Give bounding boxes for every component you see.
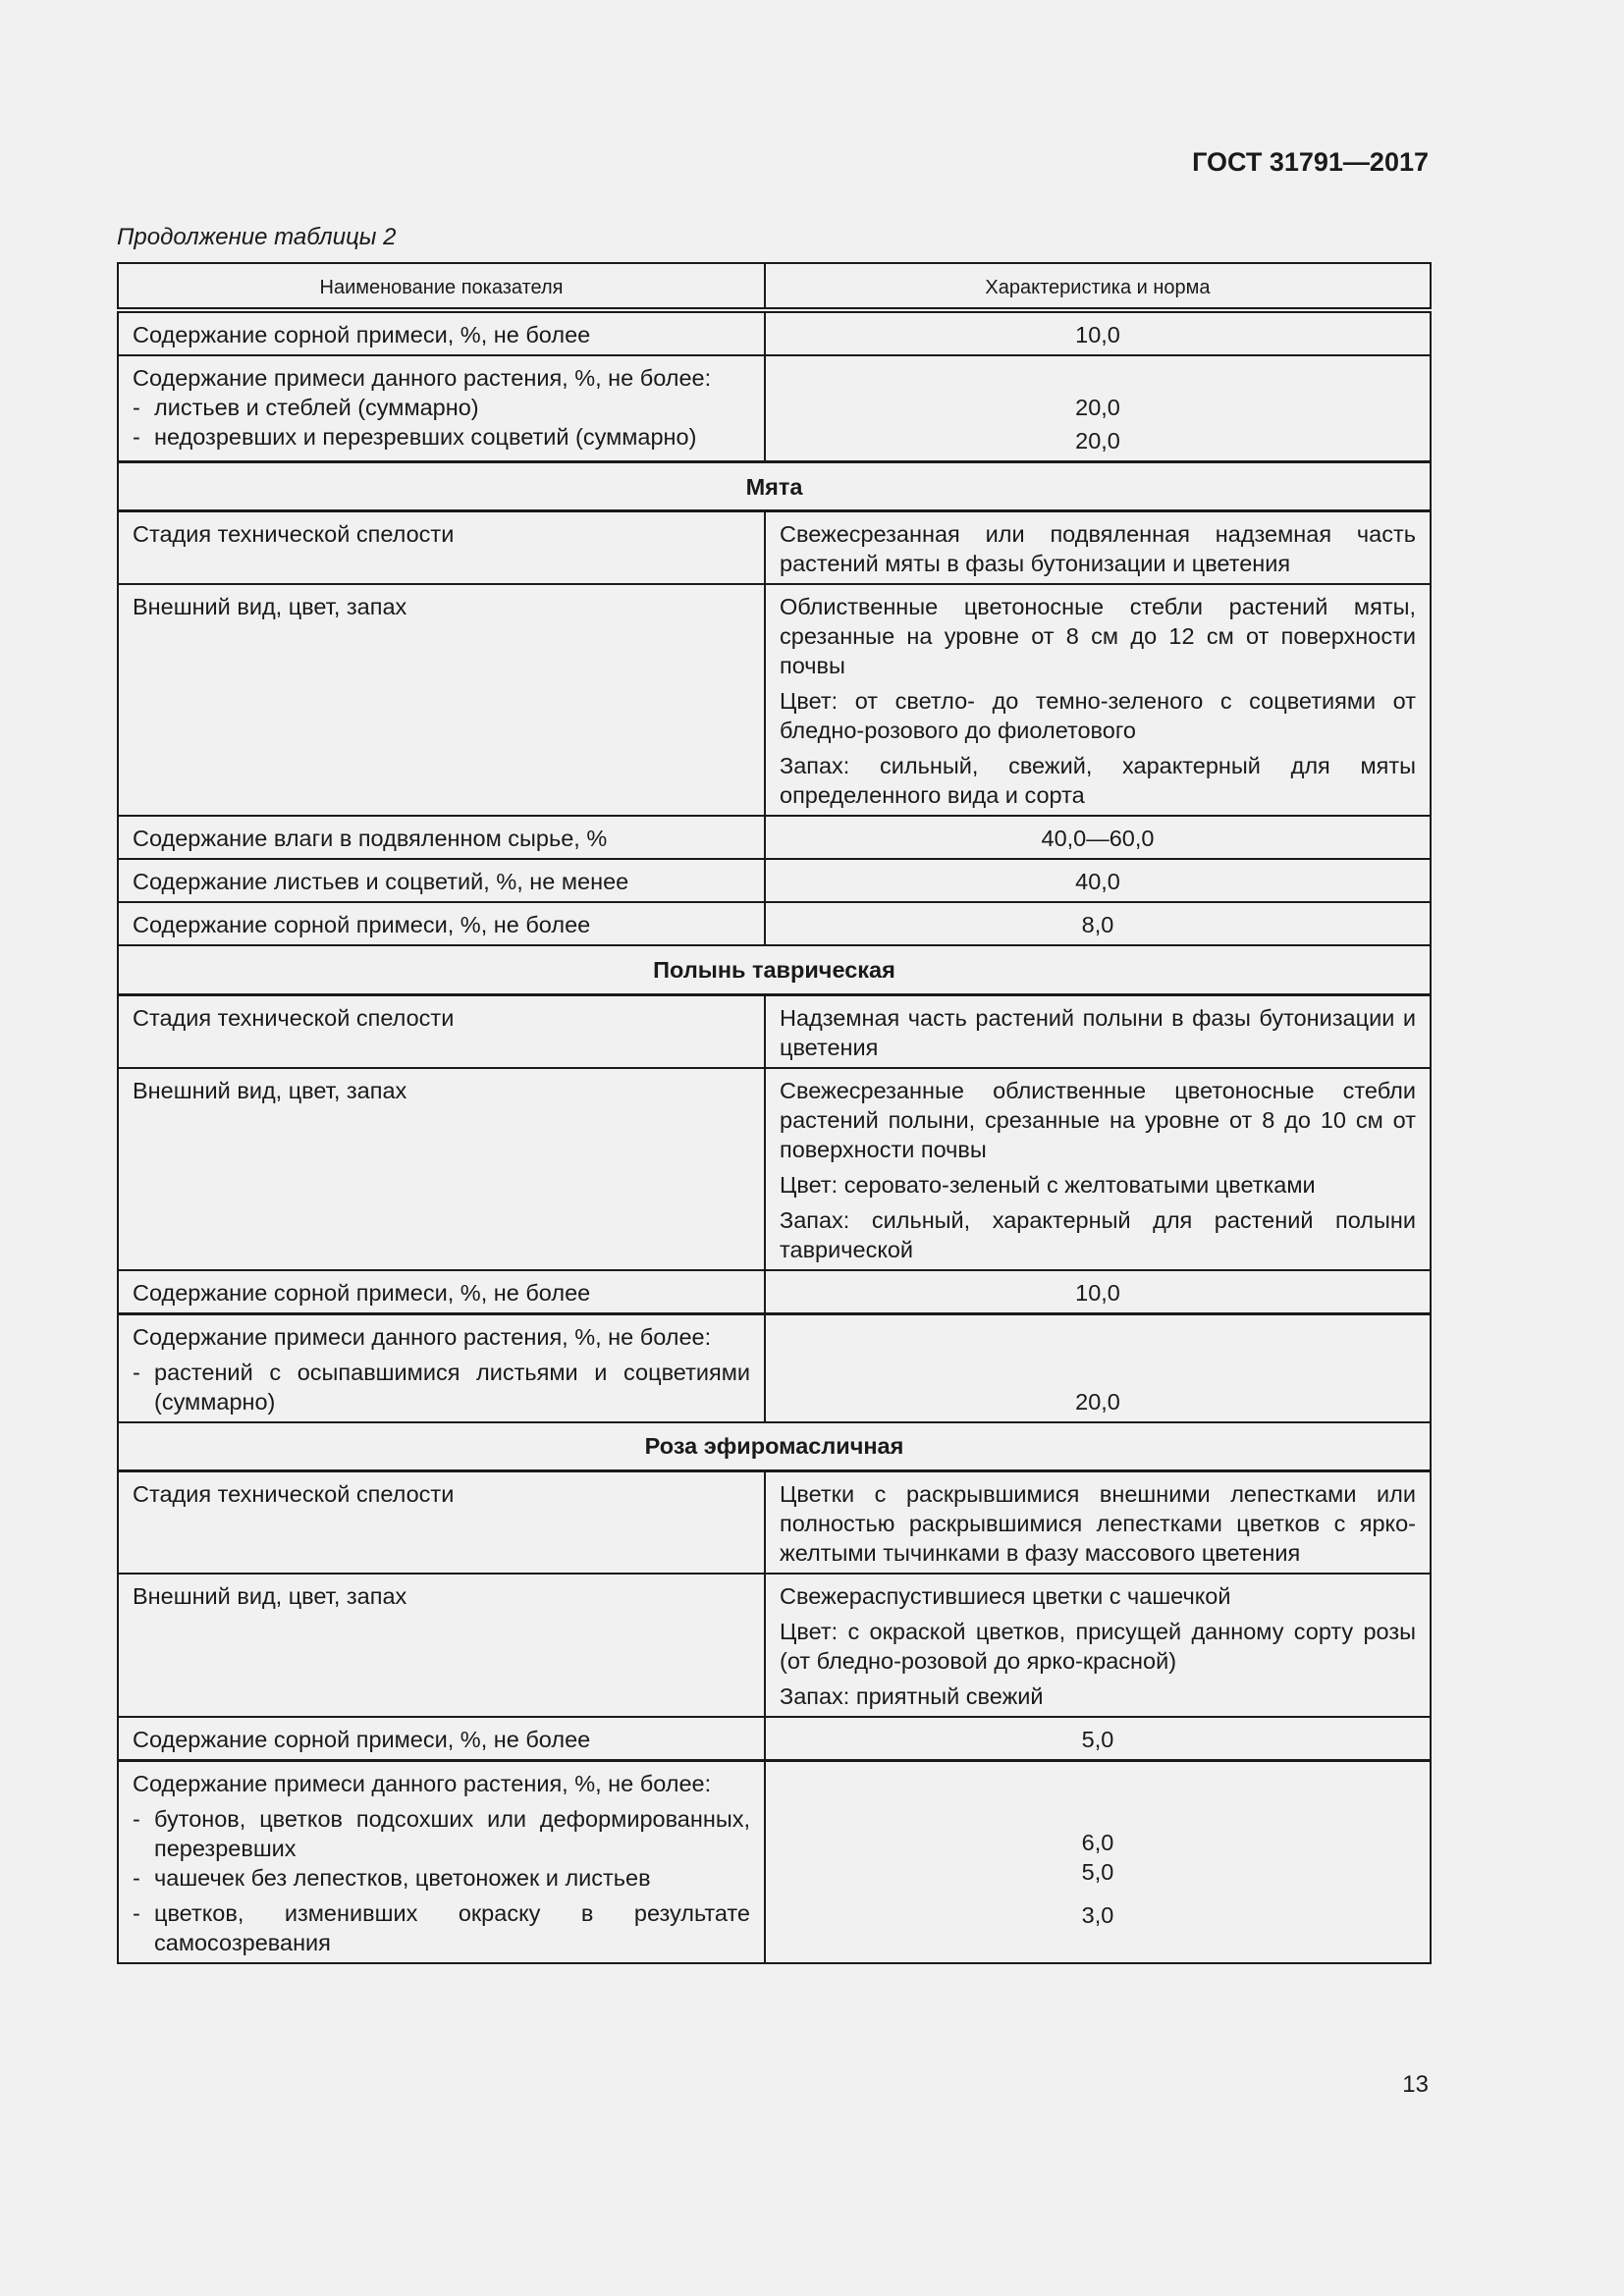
norm-value: 5,0 xyxy=(1081,1859,1114,1885)
indicator-text: Содержание примеси данного растения, %, не более: xyxy=(133,1771,712,1796)
indicator-cell: Содержание сорной примеси, %, не более xyxy=(118,1270,765,1314)
norm-cell: 10,0 xyxy=(765,1270,1431,1314)
indicator-cell: Внешний вид, цвет, запах xyxy=(118,1068,765,1270)
indicator-cell: Содержание влаги в подвяленном сырье, % xyxy=(118,816,765,859)
table-row xyxy=(118,310,1431,355)
indicator-cell: Стадия технической спелости xyxy=(118,994,765,1068)
norm-cell xyxy=(765,1761,1431,1964)
table-caption: Продолжение таблицы 2 xyxy=(117,224,397,250)
table-row xyxy=(118,1471,1431,1575)
page-number: 13 xyxy=(1402,2071,1429,2098)
table-row xyxy=(118,1068,1431,1270)
document-code: ГОСТ 31791—2017 xyxy=(1192,147,1429,177)
section-row-wormwood xyxy=(118,945,1431,994)
norm-cell: 40,0—60,0 xyxy=(765,816,1431,859)
indicator-text: Содержание примеси данного растения, %, не более: xyxy=(133,365,712,391)
norm-value: 3,0 xyxy=(1081,1902,1114,1928)
norm-paragraph: Запах: сильный, характерный для растений полыни таврической xyxy=(780,1206,1416,1262)
indicator-cell: Содержание листьев и соцветий, %, не менее xyxy=(118,859,765,902)
norm-cell: 10,0 xyxy=(765,310,1431,355)
section-title: Роза эфиромасличная xyxy=(118,1422,1431,1471)
section-title: Мята xyxy=(118,462,1431,511)
table-row xyxy=(118,1717,1431,1761)
norm-paragraph: Свежераспустившиеся цветки с чашечкой xyxy=(780,1583,1231,1609)
table-row xyxy=(118,584,1431,816)
indicator-cell: Внешний вид, цвет, запах xyxy=(118,584,765,816)
norm-cell xyxy=(765,355,1431,462)
indicator-cell xyxy=(118,1313,765,1422)
norm-paragraph: Запах: сильный, свежий, характерный для мяты определенного вида и сорта xyxy=(780,753,1416,808)
table-row xyxy=(118,1313,1431,1422)
norm-cell xyxy=(765,584,1431,816)
norm-cell: 5,0 xyxy=(765,1717,1431,1761)
norm-cell: Цветки с раскрывшимися внешними лепестками или полностью раскрывшимися лепестками цветков с ярко-желтыми тычинками в фазу массового цветения xyxy=(765,1471,1431,1575)
table-header-row xyxy=(118,263,1431,310)
indicator-cell xyxy=(118,355,765,462)
norm-cell: Надземная часть растений полыни в фазы бутонизации и цветения xyxy=(765,994,1431,1068)
indicator-cell: Содержание сорной примеси, %, не более xyxy=(118,1717,765,1761)
norm-cell: 40,0 xyxy=(765,859,1431,902)
norm-cell xyxy=(765,1313,1431,1422)
norm-value: 20,0 xyxy=(1075,395,1120,420)
section-row-rose xyxy=(118,1422,1431,1471)
table-row xyxy=(118,1270,1431,1314)
column-header-indicator: Наименование показателя xyxy=(118,263,765,310)
norm-cell xyxy=(765,1574,1431,1717)
norm-paragraph: Цвет: от светло- до темно-зеленого с соцветиями от бледно-розового до фиолетового xyxy=(780,688,1416,743)
list-item: - листьев и стеблей (суммарно) xyxy=(133,395,479,420)
section-row-mint xyxy=(118,462,1431,511)
characteristics-table xyxy=(117,262,1432,1964)
table-row xyxy=(118,355,1431,462)
norm-value: 20,0 xyxy=(1075,428,1120,454)
indicator-cell: Содержание сорной примеси, %, не более xyxy=(118,902,765,945)
indicator-text: Содержание примеси данного растения, %, не более: xyxy=(133,1323,712,1350)
norm-paragraph: Цвет: серовато-зеленый с желтоватыми цветками xyxy=(780,1171,1316,1198)
table-row xyxy=(118,1761,1431,1964)
indicator-cell: Стадия технической спелости xyxy=(118,1471,765,1575)
list-item: - бутонов, цветков подсохших или деформированных, перезревших xyxy=(133,1806,750,1861)
norm-cell: Свежесрезанная или подвяленная надземная часть растений мяты в фазы бутонизации и цветения xyxy=(765,511,1431,585)
table-row xyxy=(118,511,1431,585)
norm-value: 6,0 xyxy=(1081,1830,1114,1855)
norm-paragraph: Облиственные цветоносные стебли растений мяты, срезанные на уровне от 8 см до 12 см от поверхности почвы xyxy=(780,594,1416,678)
table-row xyxy=(118,1574,1431,1717)
norm-paragraph: Цвет: с окраской цветков, присущей данному сорту розы (от бледно-розовой до ярко-красной) xyxy=(780,1619,1416,1674)
indicator-cell xyxy=(118,1761,765,1964)
norm-cell xyxy=(765,1068,1431,1270)
list-item: - растений с осыпавшимися листьями и соцветиями (суммарно) xyxy=(133,1359,750,1415)
norm-paragraph: Свежесрезанные облиственные цветоносные стебли растений полыни, срезанные на уровне от 8 до 10 см от поверхности почвы xyxy=(780,1077,1416,1162)
table-row xyxy=(118,859,1431,902)
list-item: - недозревших и перезревших соцветий (суммарно) xyxy=(133,424,697,450)
norm-paragraph: Запах: приятный свежий xyxy=(780,1683,1044,1709)
table-row xyxy=(118,816,1431,859)
column-header-norm: Характеристика и норма xyxy=(765,263,1431,310)
indicator-cell: Содержание сорной примеси, %, не более xyxy=(118,310,765,355)
norm-cell: 8,0 xyxy=(765,902,1431,945)
table-row xyxy=(118,994,1431,1068)
section-title: Полынь таврическая xyxy=(118,945,1431,994)
norm-value: 20,0 xyxy=(1075,1388,1120,1415)
list-item: - чашечек без лепестков, цветоножек и листьев xyxy=(133,1865,651,1891)
list-item: - цветков, изменивших окраску в результате самосозревания xyxy=(133,1900,750,1955)
indicator-cell: Внешний вид, цвет, запах xyxy=(118,1574,765,1717)
indicator-cell: Стадия технической спелости xyxy=(118,511,765,585)
table-row xyxy=(118,902,1431,945)
